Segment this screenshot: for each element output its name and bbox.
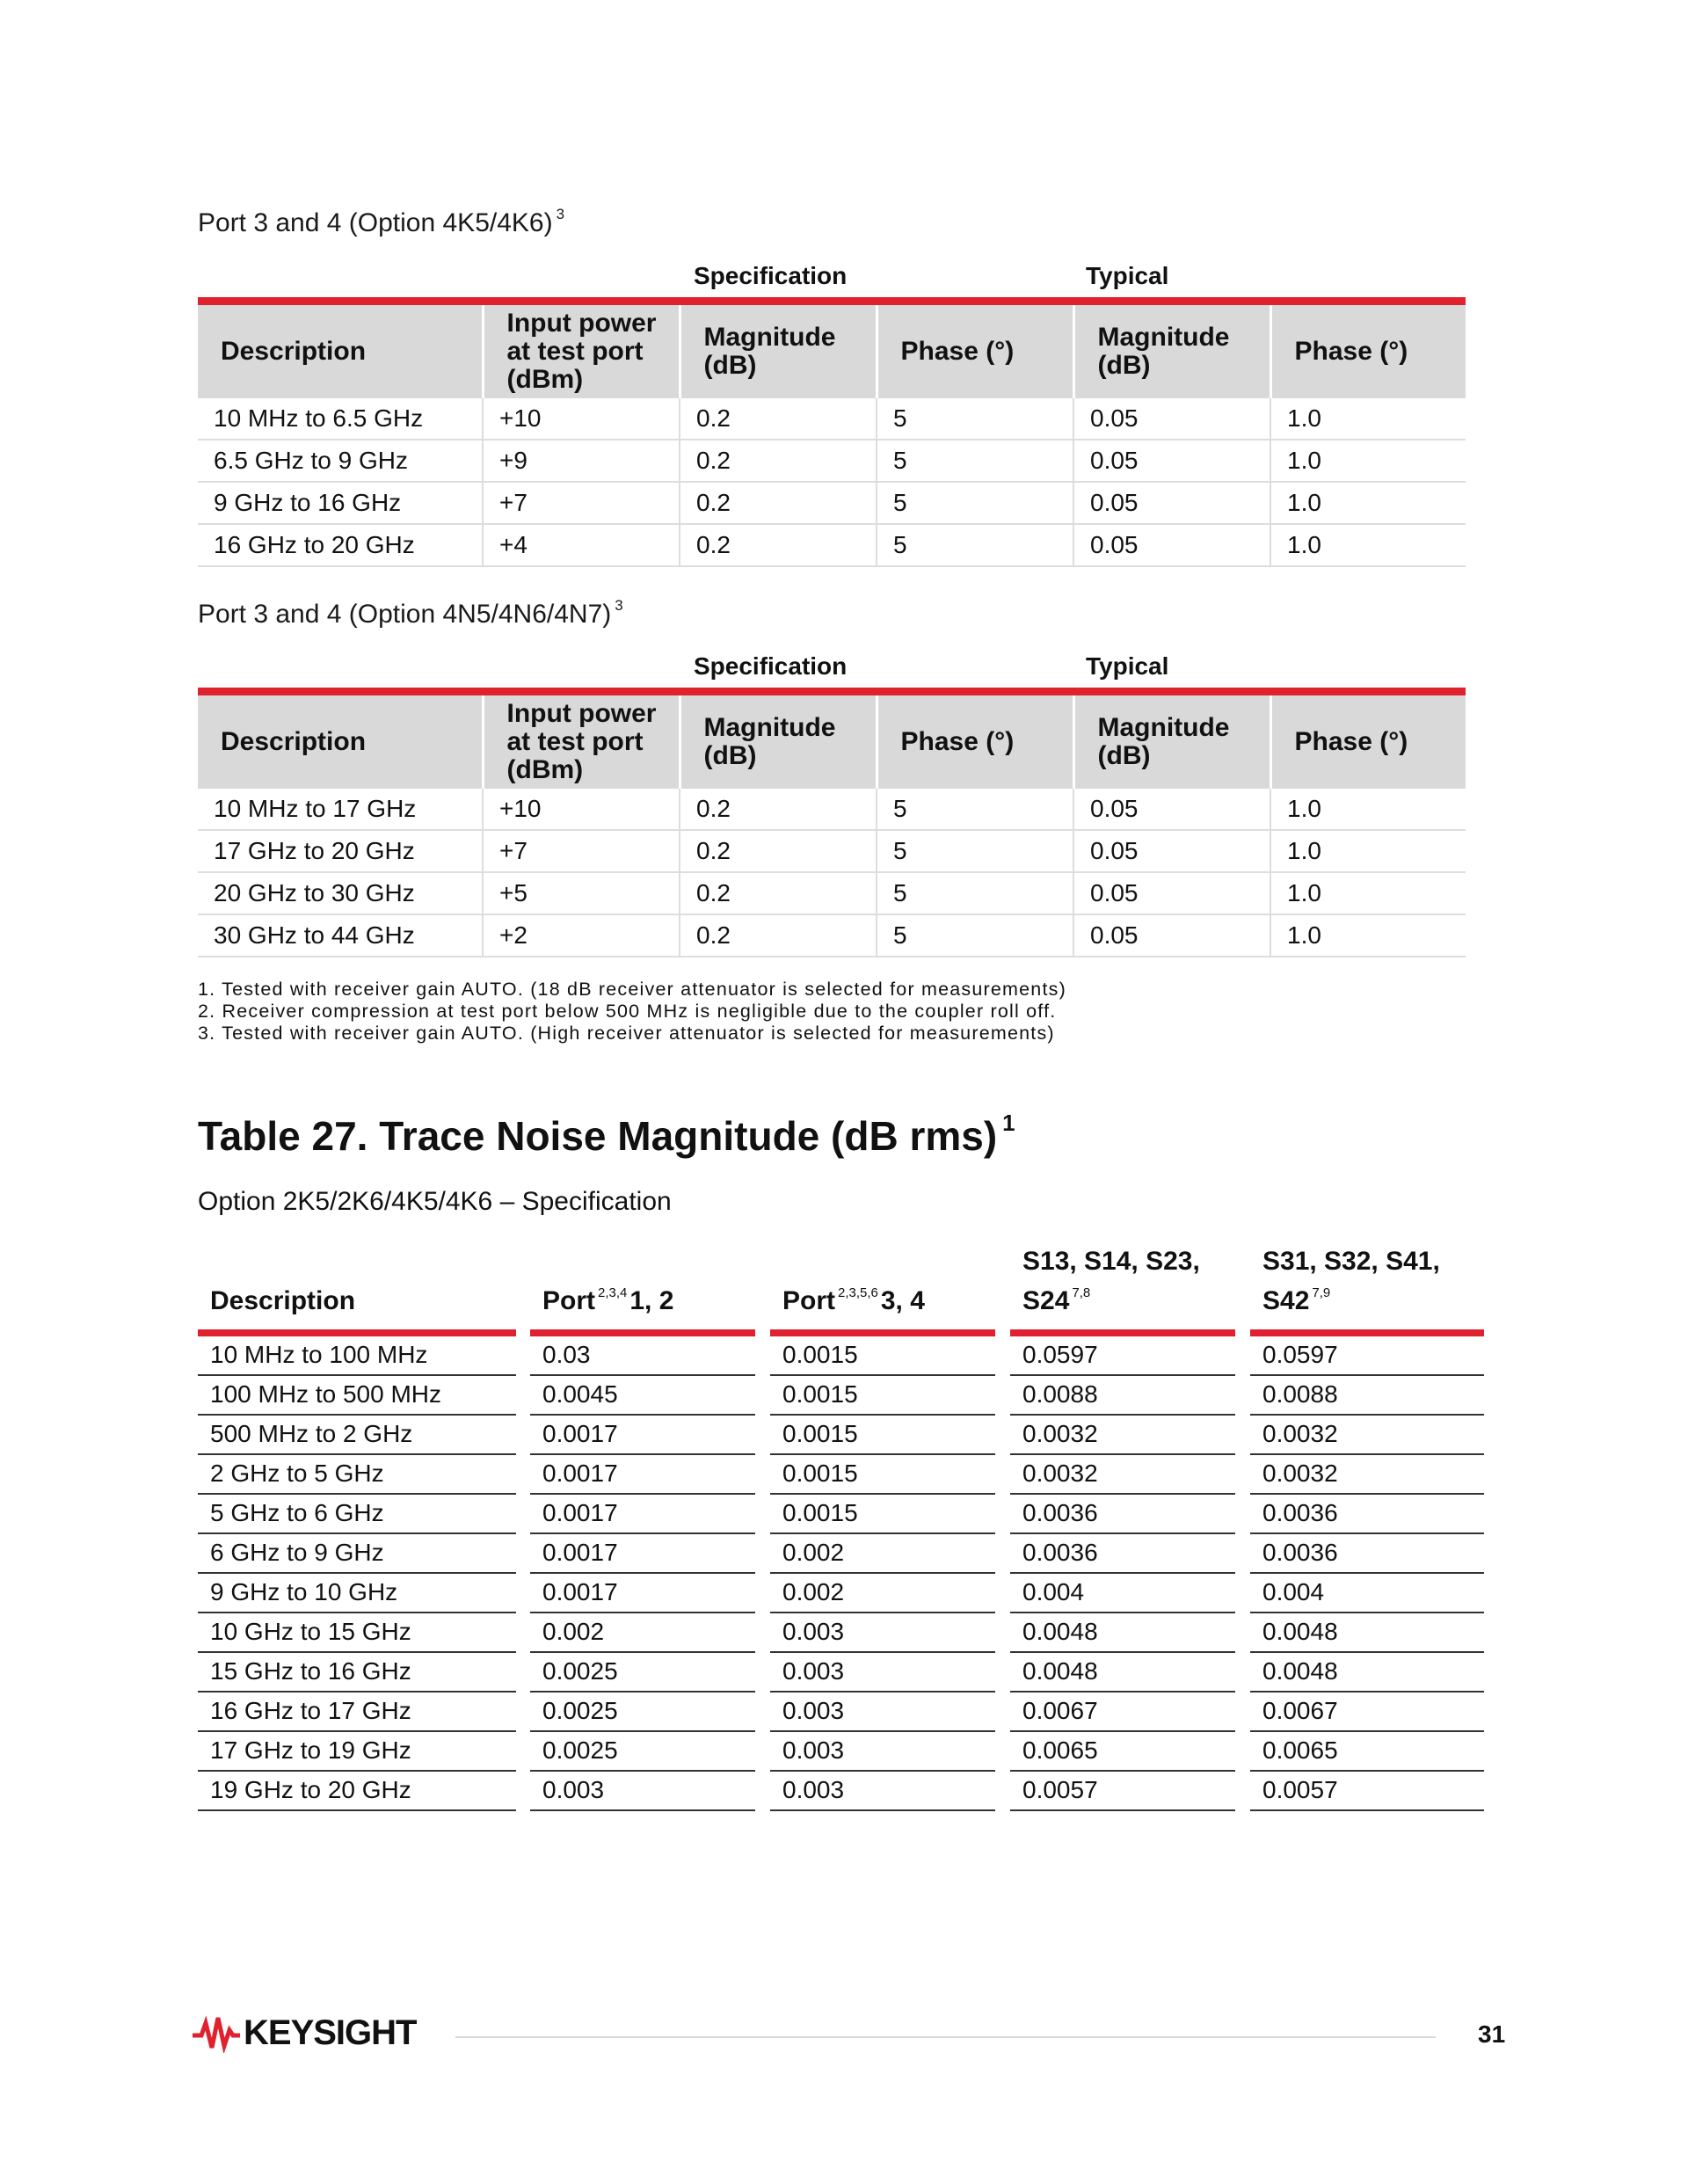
cell-port34: 0.003	[770, 1693, 995, 1732]
cell-s13: 0.0067	[1010, 1693, 1235, 1732]
cell-description: 17 GHz to 19 GHz	[198, 1732, 516, 1772]
header-spec-phase: Phase (°)	[877, 302, 1073, 399]
cell-s31: 0.004	[1250, 1574, 1484, 1613]
cell-typ-phase: 1.0	[1270, 789, 1466, 830]
cell-spec-magnitude: 0.2	[680, 524, 877, 566]
header-input-power-text: Input power at test port (dBm)	[506, 699, 657, 784]
cell-typ-phase: 1.0	[1270, 524, 1466, 566]
cell-s31: 0.0065	[1250, 1732, 1484, 1772]
cell-port12: 0.0025	[530, 1693, 755, 1732]
footer-divider	[455, 2036, 1436, 2038]
cell-description: 30 GHz to 44 GHz	[198, 914, 483, 957]
t27-header-s31-line2: S42	[1262, 1286, 1310, 1315]
section1-heading-text: Port 3 and 4 (Option 4K5/4K6)	[198, 208, 553, 237]
t27-col-s31-header	[1250, 1240, 1484, 1328]
footnote-1: 1. Tested with receiver gain AUTO. (18 dB receiver attenuator is selected for measurements)	[198, 979, 1066, 1000]
cell-spec-magnitude: 0.2	[680, 789, 877, 830]
t27-header-port34-sup: 2,3,5,6	[838, 1285, 878, 1300]
cell-s13: 0.0048	[1010, 1653, 1235, 1693]
cell-description: 17 GHz to 20 GHz	[198, 830, 483, 872]
cell-s31: 0.0597	[1250, 1336, 1484, 1376]
table27-subtitle: Option 2K5/2K6/4K5/4K6 – Specification	[198, 1187, 672, 1216]
section1-group-typical: Typical	[1086, 262, 1169, 289]
cell-s31: 0.0067	[1250, 1693, 1484, 1732]
t27-header-port12-value: 1, 2	[629, 1286, 674, 1315]
logo-text: KEYSIGHT	[244, 2013, 417, 2052]
cell-spec-phase: 5	[877, 440, 1073, 482]
cell-description: 20 GHz to 30 GHz	[198, 872, 483, 914]
cell-description: 100 MHz to 500 MHz	[198, 1376, 516, 1416]
footer-logo	[191, 2013, 416, 2053]
header-spec-magnitude-text: Magnitude (dB)	[703, 323, 836, 380]
cell-s13: 0.0036	[1010, 1495, 1235, 1534]
cell-port12: 0.002	[530, 1613, 755, 1653]
header-typ-phase: Phase (°)	[1270, 302, 1466, 399]
cell-description: 5 GHz to 6 GHz	[198, 1495, 516, 1534]
header-spec-phase: Phase (°)	[877, 692, 1073, 790]
cell-spec-phase: 5	[877, 398, 1073, 440]
t27-col-description-header	[198, 1240, 516, 1328]
cell-description: 10 MHz to 17 GHz	[198, 789, 483, 830]
cell-spec-magnitude: 0.2	[680, 398, 877, 440]
page-number: 31	[1478, 2020, 1506, 2048]
cell-port34: 0.0015	[770, 1455, 995, 1495]
section2-heading-text: Port 3 and 4 (Option 4N5/4N6/4N7)	[198, 600, 612, 629]
footnote-2: 2. Receiver compression at test port below 500 MHz is negligible due to the coupler roll off.	[198, 1001, 1057, 1022]
cell-s31: 0.0032	[1250, 1455, 1484, 1495]
cell-typ-magnitude: 0.05	[1073, 440, 1270, 482]
cell-typ-magnitude: 0.05	[1073, 789, 1270, 830]
t27-header-s13-line1: S13, S14, S23,	[1022, 1247, 1200, 1276]
t27-header-port12	[542, 1278, 673, 1317]
cell-port34: 0.0015	[770, 1495, 995, 1534]
cell-description: 2 GHz to 5 GHz	[198, 1455, 516, 1495]
t27-header-s13-line2-wrap	[1022, 1278, 1200, 1317]
t27-header-port34-label: Port	[782, 1286, 835, 1315]
cell-description: 6.5 GHz to 9 GHz	[198, 440, 483, 482]
cell-description: 19 GHz to 20 GHz	[198, 1772, 516, 1811]
footnote-3: 3. Tested with receiver gain AUTO. (High receiver attenuator is selected for measurements)	[198, 1023, 1055, 1044]
cell-spec-magnitude: 0.2	[680, 482, 877, 524]
header-input-power-text: Input power at test port (dBm)	[506, 309, 657, 394]
cell-typ-magnitude: 0.05	[1073, 830, 1270, 872]
cell-port12: 0.0017	[530, 1574, 755, 1613]
cell-spec-magnitude: 0.2	[680, 440, 877, 482]
cell-s31: 0.0048	[1250, 1613, 1484, 1653]
cell-input-power: +4	[483, 524, 680, 566]
cell-description: 500 MHz to 2 GHz	[198, 1416, 516, 1455]
cell-s13: 0.0088	[1010, 1376, 1235, 1416]
t27-header-s31	[1262, 1246, 1440, 1317]
cell-description: 9 GHz to 16 GHz	[198, 482, 483, 524]
cell-port34: 0.003	[770, 1653, 995, 1693]
cell-s31: 0.0036	[1250, 1534, 1484, 1574]
t27-header-s31-line1: S31, S32, S41,	[1262, 1247, 1440, 1276]
t27-col-port34-header	[770, 1240, 995, 1328]
t27-header-s13	[1022, 1246, 1200, 1317]
cell-port12: 0.0017	[530, 1495, 755, 1534]
cell-description: 10 MHz to 100 MHz	[198, 1336, 516, 1376]
cell-port12: 0.0025	[530, 1732, 755, 1772]
t27-redbar-description	[198, 1329, 516, 1336]
cell-typ-phase: 1.0	[1270, 440, 1466, 482]
cell-typ-magnitude: 0.05	[1073, 398, 1270, 440]
cell-s31: 0.0088	[1250, 1376, 1484, 1416]
table27-title-sup: 1	[1002, 1110, 1015, 1136]
cell-typ-magnitude: 0.05	[1073, 872, 1270, 914]
cell-port34: 0.002	[770, 1574, 995, 1613]
t27-col-s13-header	[1010, 1240, 1235, 1328]
cell-spec-phase: 5	[877, 830, 1073, 872]
cell-description: 9 GHz to 10 GHz	[198, 1574, 516, 1613]
cell-spec-phase: 5	[877, 789, 1073, 830]
cell-s13: 0.0065	[1010, 1732, 1235, 1772]
cell-spec-magnitude: 0.2	[680, 914, 877, 957]
cell-port12: 0.0045	[530, 1376, 755, 1416]
cell-s31: 0.0036	[1250, 1495, 1484, 1534]
cell-s13: 0.0597	[1010, 1336, 1235, 1376]
cell-s13: 0.0057	[1010, 1772, 1235, 1811]
cell-port12: 0.0025	[530, 1653, 755, 1693]
section2-heading-sup: 3	[615, 597, 623, 614]
cell-description: 15 GHz to 16 GHz	[198, 1653, 516, 1693]
cell-spec-magnitude: 0.2	[680, 830, 877, 872]
t27-redbar-port34	[770, 1329, 995, 1336]
cell-input-power: +5	[483, 872, 680, 914]
t27-header-port12-label: Port	[542, 1286, 595, 1315]
header-description: Description	[198, 692, 483, 790]
cell-s31: 0.0057	[1250, 1772, 1484, 1811]
cell-spec-phase: 5	[877, 524, 1073, 566]
table27-title-text: Table 27. Trace Noise Magnitude (dB rms)	[198, 1113, 998, 1159]
cell-port34: 0.003	[770, 1732, 995, 1772]
header-description: Description	[198, 302, 483, 399]
t27-redbar-s31	[1250, 1329, 1484, 1336]
cell-s31: 0.0032	[1250, 1416, 1484, 1455]
t27-header-s31-sup: 7,9	[1312, 1285, 1331, 1300]
cell-description: 10 GHz to 15 GHz	[198, 1613, 516, 1653]
cell-s13: 0.0032	[1010, 1416, 1235, 1455]
t27-header-port12-sup: 2,3,4	[598, 1285, 628, 1300]
t27-header-description: Description	[210, 1286, 356, 1315]
cell-typ-phase: 1.0	[1270, 398, 1466, 440]
cell-port12: 0.03	[530, 1336, 755, 1376]
cell-input-power: +7	[483, 830, 680, 872]
header-spec-magnitude-text: Magnitude (dB)	[703, 713, 836, 770]
cell-description: 16 GHz to 17 GHz	[198, 1693, 516, 1732]
section1-group-spec: Specification	[694, 262, 848, 289]
t27-header-port34-value: 3, 4	[880, 1286, 925, 1315]
header-typ-magnitude-text: Magnitude (dB)	[1097, 713, 1230, 770]
t27-header-s13-sup: 7,8	[1072, 1285, 1091, 1300]
header-typ-phase: Phase (°)	[1270, 692, 1466, 790]
t27-col-port12-header	[530, 1240, 755, 1328]
cell-port12: 0.0017	[530, 1455, 755, 1495]
cell-port34: 0.0015	[770, 1416, 995, 1455]
cell-typ-magnitude: 0.05	[1073, 482, 1270, 524]
cell-description: 6 GHz to 9 GHz	[198, 1534, 516, 1574]
cell-spec-phase: 5	[877, 914, 1073, 957]
cell-input-power: +7	[483, 482, 680, 524]
section2-group-spec: Specification	[694, 652, 848, 680]
cell-port12: 0.003	[530, 1772, 755, 1811]
t27-redbar-s13	[1010, 1329, 1235, 1336]
cell-s13: 0.0036	[1010, 1534, 1235, 1574]
t27-header-s31-line2-wrap	[1262, 1278, 1440, 1317]
cell-s13: 0.004	[1010, 1574, 1235, 1613]
cell-spec-phase: 5	[877, 872, 1073, 914]
cell-description: 16 GHz to 20 GHz	[198, 524, 483, 566]
t27-header-s13-line2: S24	[1022, 1286, 1070, 1315]
cell-typ-phase: 1.0	[1270, 830, 1466, 872]
t27-header-port34	[782, 1278, 925, 1317]
cell-spec-magnitude: 0.2	[680, 872, 877, 914]
cell-port34: 0.002	[770, 1534, 995, 1574]
section2-group-typical: Typical	[1086, 652, 1169, 680]
keysight-wave-icon	[191, 2014, 242, 2053]
cell-typ-magnitude: 0.05	[1073, 524, 1270, 566]
cell-s13: 0.0048	[1010, 1613, 1235, 1653]
cell-port34: 0.0015	[770, 1376, 995, 1416]
cell-spec-phase: 5	[877, 482, 1073, 524]
cell-typ-magnitude: 0.05	[1073, 914, 1270, 957]
cell-port34: 0.0015	[770, 1336, 995, 1376]
cell-input-power: +9	[483, 440, 680, 482]
cell-port34: 0.003	[770, 1613, 995, 1653]
cell-input-power: +10	[483, 789, 680, 830]
cell-input-power: +2	[483, 914, 680, 957]
t27-redbar-port12	[530, 1329, 755, 1336]
cell-description: 10 MHz to 6.5 GHz	[198, 398, 483, 440]
cell-port34: 0.003	[770, 1772, 995, 1811]
cell-port12: 0.0017	[530, 1534, 755, 1574]
cell-port12: 0.0017	[530, 1416, 755, 1455]
header-typ-magnitude-text: Magnitude (dB)	[1097, 323, 1230, 380]
cell-typ-phase: 1.0	[1270, 482, 1466, 524]
cell-typ-phase: 1.0	[1270, 914, 1466, 957]
cell-s13: 0.0032	[1010, 1455, 1235, 1495]
section1-heading-sup: 3	[556, 206, 565, 222]
cell-typ-phase: 1.0	[1270, 872, 1466, 914]
cell-s31: 0.0048	[1250, 1653, 1484, 1693]
cell-input-power: +10	[483, 398, 680, 440]
